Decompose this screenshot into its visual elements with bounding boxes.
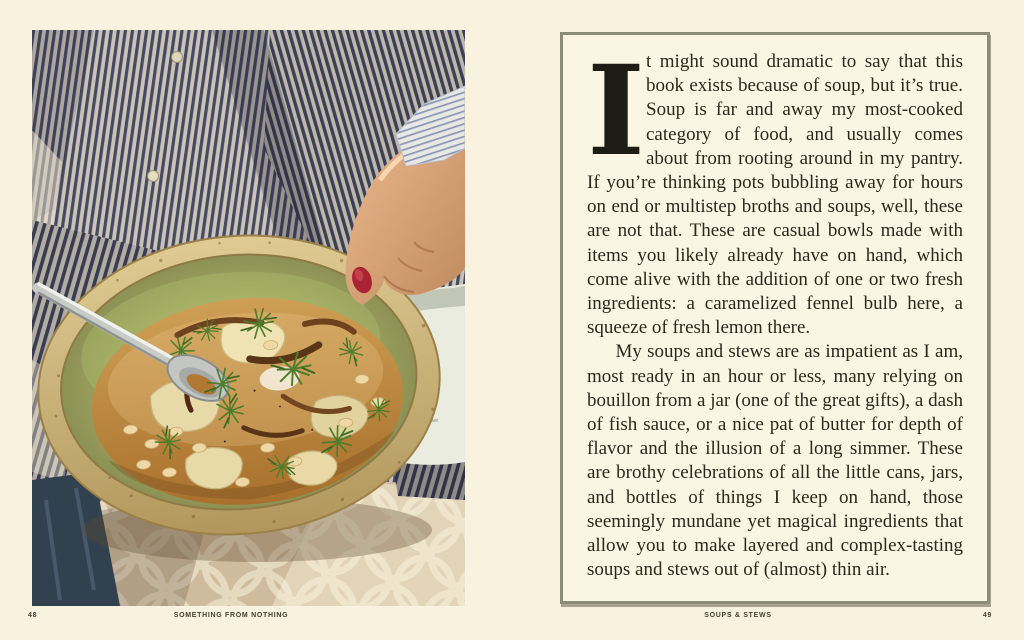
shirt-button — [172, 52, 183, 63]
right-running-title: SOUPS & STEWS — [704, 612, 772, 619]
left-page-number: 48 — [28, 612, 38, 619]
shirt-button — [148, 171, 159, 182]
drop-cap: I — [587, 39, 646, 184]
paragraph-1-text: t might sound dramatic to say that this book exists because of soup, but it’s true. Soup is far and away my most-cooked category of food, and usually comes about from rooting around in my pantry. If you’re thinking pots bubbling away for hours on end or multistep broths and soups, well, these are not that. These are casual bowls made with items you likely already have on hand, which come alive with the addition of one or two fresh ingredients: a caramelized fennel bulb here, a squeeze of fresh lemon there. — [587, 51, 963, 339]
text-box — [560, 32, 990, 604]
body-paragraph-2: My soups and stews are as impatient as I am, most ready in an hour or less, many relying on bouillon from a jar (one of the great gifts), a dash of fish sauce, or a nice pat of butter for depth of flavor and the illusion of a long simmer. These are brothy celebrations of all the little cans, jars, and bottles of things I keep on hand, those seemingly mundane yet magical ingredients that allow you to make layered and complex-tasting soups and stews out of (almost) thin air. — [587, 341, 963, 581]
food-photo-illustration — [32, 30, 465, 606]
body-paragraph-1 — [587, 39, 963, 340]
right-page-number: 49 — [982, 612, 992, 619]
food-photo — [32, 30, 465, 606]
left-running-title: SOMETHING FROM NOTHING — [173, 612, 289, 619]
